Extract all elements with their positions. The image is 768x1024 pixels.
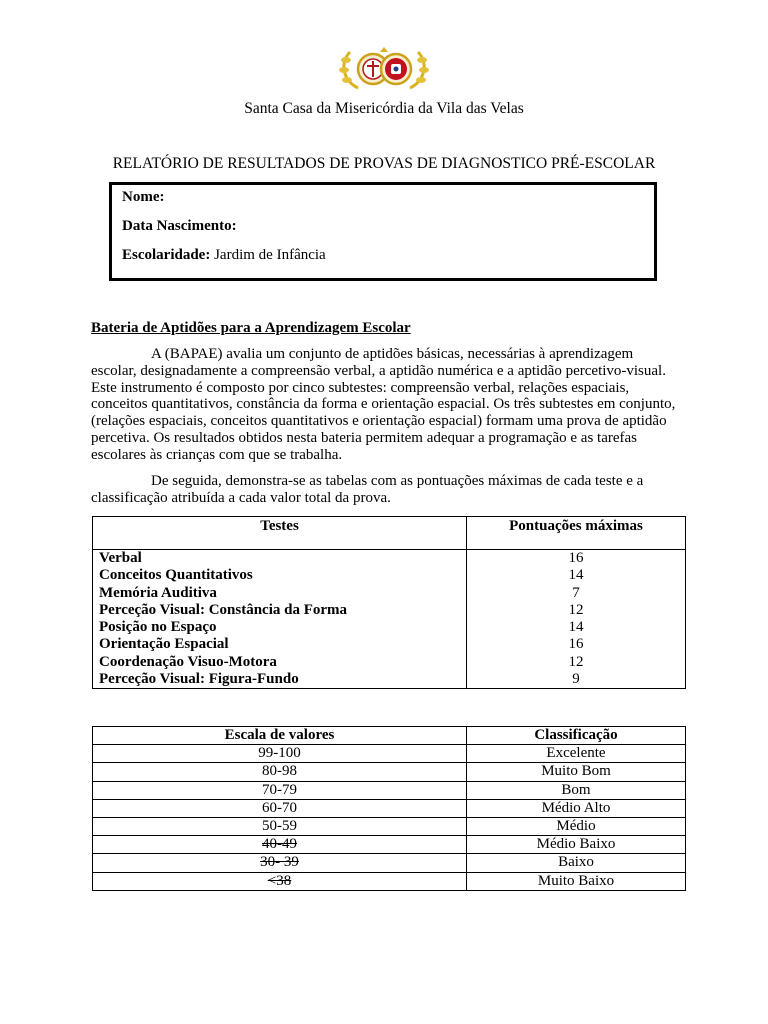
- max-score-cell: 16: [467, 550, 686, 568]
- test-name-cell: Perceção Visual: Constância da Forma: [93, 602, 467, 619]
- score-range-cell: 70-79: [93, 781, 467, 799]
- test-name-cell: Perceção Visual: Figura-Fundo: [93, 671, 467, 689]
- section-title: Bateria de Aptidões para a Aprendizagem Escolar: [91, 320, 411, 336]
- schooling-label: Escolaridade:: [122, 247, 211, 263]
- table-row: [93, 854, 686, 872]
- birth-date-line: [122, 218, 237, 235]
- institution-name: Santa Casa da Misericórdia da Vila das Velas: [244, 100, 524, 117]
- test-name-cell: Posição no Espaço: [93, 619, 467, 636]
- max-scores-table: [92, 516, 686, 689]
- column-header-scale: Escala de valores: [93, 727, 467, 745]
- score-range-text: 40-49: [262, 836, 297, 853]
- score-range-cell: 80-98: [93, 763, 467, 781]
- classification-cell: Baixo: [467, 854, 686, 872]
- institution-logo: [336, 46, 432, 92]
- table-row: [93, 818, 686, 836]
- schooling-line: [122, 247, 326, 264]
- score-range-cell: 60-70: [93, 799, 467, 817]
- max-score-cell: 14: [467, 567, 686, 584]
- table-row: [93, 585, 686, 602]
- test-name-cell: Memória Auditiva: [93, 585, 467, 602]
- score-range-cell: [93, 854, 467, 872]
- test-name-cell: Coordenação Visuo-Motora: [93, 654, 467, 671]
- test-name-cell: Conceitos Quantitativos: [93, 567, 467, 584]
- table-row: [93, 602, 686, 619]
- name-label: Nome:: [122, 189, 165, 205]
- table-row: [93, 567, 686, 584]
- table-row: [93, 671, 686, 689]
- classification-cell: Muito Bom: [467, 763, 686, 781]
- table-row: [93, 763, 686, 781]
- column-header-tests: Testes: [93, 517, 467, 550]
- column-header-classification: Classificação: [467, 727, 686, 745]
- score-range-text: 30- 39: [260, 854, 299, 871]
- table-row: [93, 636, 686, 653]
- score-range-cell: 50-59: [93, 818, 467, 836]
- classification-scale-table: [92, 726, 686, 891]
- score-range-cell: [93, 836, 467, 854]
- student-info-box: [109, 182, 657, 281]
- classification-cell: Bom: [467, 781, 686, 799]
- table-row: [93, 654, 686, 671]
- table-row: [93, 836, 686, 854]
- table-header-row: [93, 517, 686, 550]
- test-name-cell: Verbal: [93, 550, 467, 568]
- column-header-max-scores: Pontuações máximas: [467, 517, 686, 550]
- birth-date-label: Data Nascimento:: [122, 218, 237, 234]
- portugal-shield-icon: [381, 54, 411, 84]
- max-score-cell: 12: [467, 602, 686, 619]
- table-row: [93, 872, 686, 890]
- table-row: [93, 799, 686, 817]
- table-row: [93, 745, 686, 763]
- schooling-value: Jardim de Infância: [214, 247, 326, 263]
- test-name-cell: Orientação Espacial: [93, 636, 467, 653]
- max-score-cell: 16: [467, 636, 686, 653]
- intro-paragraph: A (BAPAE) avalia um conjunto de aptidões básicas, necessárias à aprendizagem escolar, designadamente a compreensão verbal, a aptidão numérica e a aptidão percetivo-visual. Este instrumento é composto por cinco subtestes: compreensão verbal, relações espaciais, conceitos quantitativos, constância da forma e orientação espacial. Os três subtestes em conjunto, (relações espaciais, conceitos quantitativos e orientação espacial) formam uma prova de aptidão percetiva. Os resultados obtidos nesta bateria permitem adequar a programação e as tarefas escolares às crianças com que se trabalha.: [91, 346, 676, 463]
- laurel-right-icon: [410, 52, 429, 88]
- max-score-cell: 14: [467, 619, 686, 636]
- max-score-cell: 12: [467, 654, 686, 671]
- table-row: [93, 550, 686, 568]
- classification-cell: Muito Baixo: [467, 872, 686, 890]
- score-range-cell: 99-100: [93, 745, 467, 763]
- report-title: RELATÓRIO DE RESULTADOS DE PROVAS DE DIAGNOSTICO PRÉ-ESCOLAR: [112, 155, 656, 172]
- max-score-cell: 9: [467, 671, 686, 689]
- classification-cell: Excelente: [467, 745, 686, 763]
- classification-cell: Médio Baixo: [467, 836, 686, 854]
- table-row: [93, 781, 686, 799]
- name-line: [122, 189, 164, 206]
- table-row: [93, 619, 686, 636]
- classification-cell: Médio: [467, 818, 686, 836]
- classification-cell: Médio Alto: [467, 799, 686, 817]
- tables-intro-paragraph: De seguida, demonstra-se as tabelas com as pontuações máximas de cada teste e a classificação atribuída a cada valor total da prova.: [91, 473, 644, 506]
- laurel-left-icon: [339, 52, 358, 88]
- max-score-cell: 7: [467, 585, 686, 602]
- crown-icon: [380, 47, 388, 52]
- score-range-text: <38: [267, 872, 292, 889]
- score-range-cell: [93, 872, 467, 890]
- table-header-row: [93, 727, 686, 745]
